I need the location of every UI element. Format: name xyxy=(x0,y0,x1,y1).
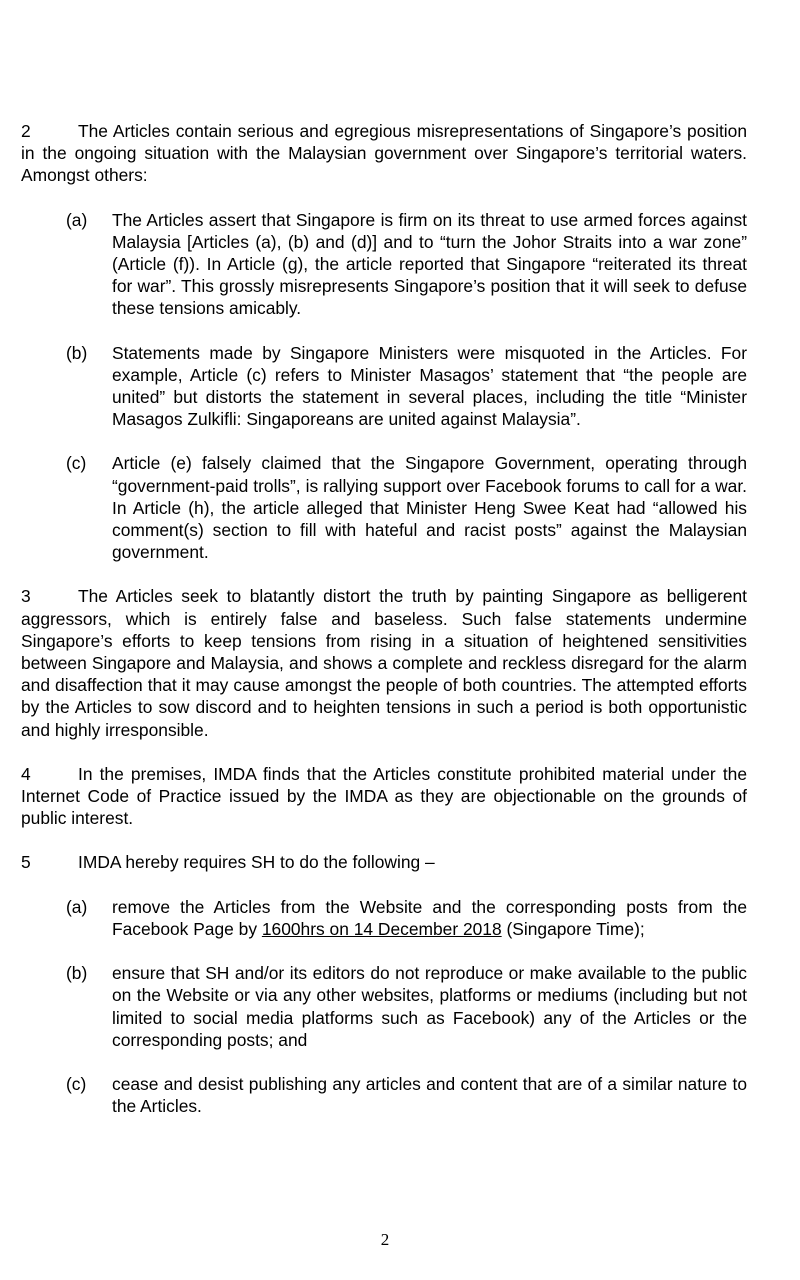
item-label: (b) xyxy=(66,963,88,984)
paragraph-number: 5 xyxy=(21,852,31,873)
item-text: cease and desist publishing any articles and content that are of a similar nature to the Articles. xyxy=(112,1073,747,1117)
paragraph-text: The Articles seek to blatantly distort the truth by painting Singapore as belligerent aggressors, which is entirely false and baseless. Such false statements undermine Singapore’s efforts to keep tensions from rising in a situation of heightened sensitivities between Singapore and Malaysia, and shows a complete and reckless disregard for the alarm and disaffection that it may cause amongst the people of both countries. The attempted efforts by the Articles to sow discord and to heighten tensions in such a period is both opportunistic and highly irresponsible. xyxy=(21,586,747,740)
item-label: (c) xyxy=(66,1073,87,1094)
list-item-2a xyxy=(21,209,747,320)
list-item-2b xyxy=(21,342,747,431)
paragraph-number: 2 xyxy=(21,121,31,141)
item-text-before: remove the Articles from the Website and the corresponding posts from the Facebook Page by xyxy=(112,896,747,939)
paragraph-text: IMDA hereby requires SH to do the following – xyxy=(78,852,435,873)
paragraph-5 xyxy=(21,851,747,873)
item-text: The Articles assert that Singapore is firm on its threat to use armed forces against Malaysia [Articles (a), (b) and (d)] and to “turn the Johor Straits into a war zone” (Article (f)). In Article (g), the article reported that Singapore “reiterated its threat for war”. This grossly misrepresents Singapore’s position that it will seek to defuse these tensions amicably. xyxy=(112,209,747,319)
paragraph-number: 4 xyxy=(21,763,31,784)
paragraph-2 xyxy=(21,120,747,187)
paragraph-number: 3 xyxy=(21,586,31,607)
paragraph-text: The Articles contain serious and egregious misrepresentations of Singapore’s position in the ongoing situation with the Malaysian government over Singapore’s territorial waters. Amongst others: xyxy=(21,121,747,186)
item-label: (a) xyxy=(66,209,88,230)
document-body xyxy=(21,120,747,1117)
paragraph-4 xyxy=(21,763,747,830)
item-text: ensure that SH and/or its editors do not reproduce or make available to the public on the Website or via any other websites, platforms or mediums (including but not limited to social media platforms such as Facebook) any of the Articles or the corresponding posts; and xyxy=(112,963,747,1050)
item-text: Statements made by Singapore Ministers were misquoted in the Articles. For example, Article (c) refers to Minister Masagos’ statement that “the people are united” but distorts the statement in several places, including the title “Minister Masagos Zulkifli: Singaporeans are united against Malaysia”. xyxy=(112,342,747,430)
item-label: (b) xyxy=(66,342,88,363)
list-item-5a xyxy=(21,896,747,940)
item-text-after: (Singapore Time); xyxy=(501,918,645,939)
item-label: (c) xyxy=(66,453,87,474)
deadline-underlined: 1600hrs on 14 December 2018 xyxy=(261,918,502,939)
list-item-5b xyxy=(21,962,747,1051)
page-number: 2 xyxy=(380,1230,390,1249)
item-label: (a) xyxy=(66,896,88,917)
list-item-5c xyxy=(21,1073,747,1117)
paragraph-text: In the premises, IMDA finds that the Articles constitute prohibited material under the Internet Code of Practice issued by the IMDA as they are objectionable on the grounds of public interest. xyxy=(21,763,747,829)
item-text: Article (e) falsely claimed that the Singapore Government, operating through “government-paid trolls”, is rallying support over Facebook forums to call for a war. In Article (h), the article alleged that Minister Heng Swee Keat had “allowed his comment(s) section to fill with hateful and racist posts” against the Malaysian government. xyxy=(112,453,747,563)
list-item-2c xyxy=(21,452,747,563)
item-text xyxy=(112,897,747,939)
paragraph-3 xyxy=(21,585,747,740)
